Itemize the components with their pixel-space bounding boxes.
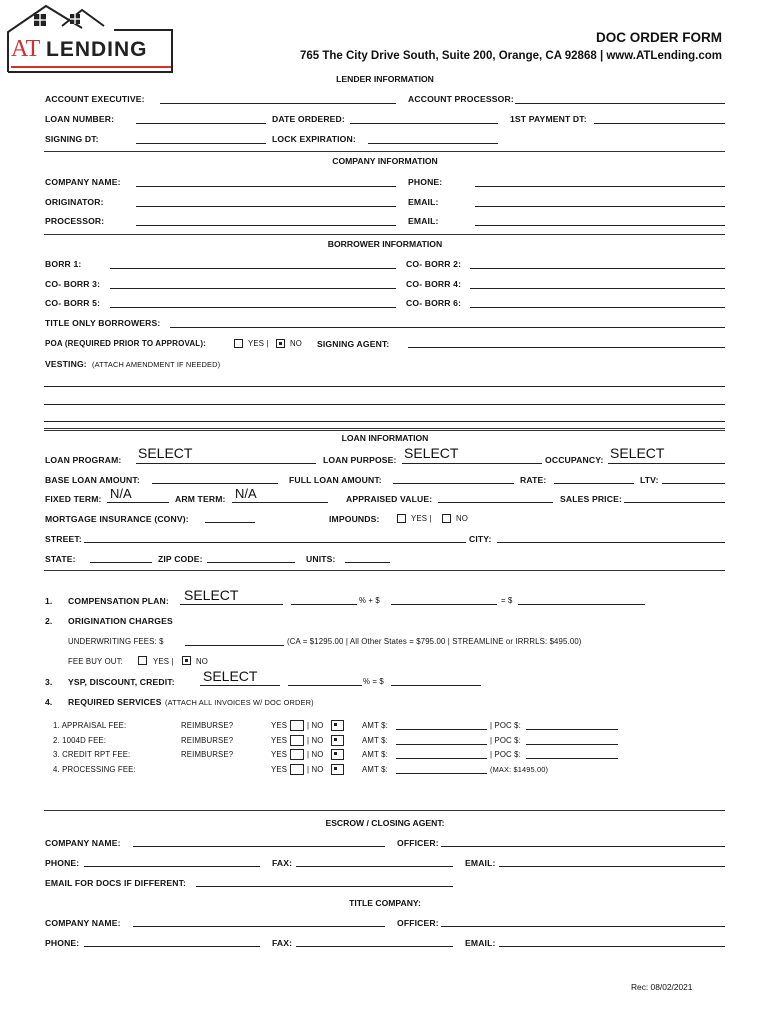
service-processing-max: (MAX: $1495.00) xyxy=(490,765,549,774)
field-loan-program xyxy=(136,463,316,464)
poa-no-checkbox[interactable] xyxy=(276,339,285,348)
label-ysp: YSP, DISCOUNT, CREDIT: xyxy=(68,677,175,687)
vesting-note: (ATTACH AMENDMENT IF NEEDED) xyxy=(92,360,221,369)
label-escrow-officer: OFFICER: xyxy=(397,838,439,848)
label-loan-program: LOAN PROGRAM: xyxy=(45,455,122,465)
divider xyxy=(44,810,725,811)
label-coborr2: CO- BORR 2: xyxy=(406,259,462,269)
label-fee-buy-out: FEE BUY OUT: xyxy=(68,657,123,666)
field-escrow-officer[interactable] xyxy=(441,846,725,847)
label-title-company: COMPANY NAME: xyxy=(45,918,121,928)
label-full-loan: FULL LOAN AMOUNT: xyxy=(289,475,382,485)
service-credit-yes-checkbox[interactable] xyxy=(290,749,304,760)
label-base-loan: BASE LOAN AMOUNT: xyxy=(45,475,140,485)
service-appraisal-poc: | POC $: xyxy=(490,721,521,730)
num-2: 2. xyxy=(45,616,53,626)
fee-buy-out-no-label: NO xyxy=(196,657,208,666)
label-escrow-phone: PHONE: xyxy=(45,858,80,868)
section-loan: LOAN INFORMATION xyxy=(341,433,429,443)
service-credit-poc: | POC $: xyxy=(490,750,521,759)
field-ltv[interactable] xyxy=(662,483,725,484)
field-signing-dt[interactable] xyxy=(136,143,266,144)
service-appraisal-label: 1. APPRAISAL FEE: xyxy=(53,721,127,730)
service-1004d-reimburse: REIMBURSE? xyxy=(181,736,234,745)
field-processor-email[interactable] xyxy=(475,225,725,226)
logo xyxy=(4,2,176,74)
field-rate[interactable] xyxy=(554,483,634,484)
label-occupancy: OCCUPANCY: xyxy=(545,455,604,465)
label-coborr5: CO- BORR 5: xyxy=(45,298,101,308)
label-ltv: LTV: xyxy=(640,475,659,485)
field-vesting-line-3[interactable] xyxy=(44,421,725,422)
field-title-phone[interactable] xyxy=(84,946,260,947)
field-ysp xyxy=(200,685,280,686)
field-base-loan[interactable] xyxy=(152,483,278,484)
field-borr1[interactable] xyxy=(110,268,396,269)
section-lender: LENDER INFORMATION xyxy=(336,74,434,84)
service-credit-no-label: | NO xyxy=(307,750,324,759)
service-1004d-poc: | POC $: xyxy=(490,736,521,745)
divider xyxy=(44,151,725,152)
service-processing-no-checkbox[interactable] xyxy=(331,764,344,775)
section-escrow: ESCROW / CLOSING AGENT: xyxy=(325,818,445,828)
field-loan-number[interactable] xyxy=(136,123,266,124)
label-arm-term: ARM TERM: xyxy=(175,494,226,504)
field-street[interactable] xyxy=(84,542,466,543)
field-full-loan[interactable] xyxy=(393,483,514,484)
impounds-no-checkbox[interactable] xyxy=(442,514,451,523)
label-required-services: REQUIRED SERVICES xyxy=(68,697,162,707)
field-signing-agent[interactable] xyxy=(408,347,725,348)
field-appraisal-amt[interactable] xyxy=(396,729,487,730)
field-escrow-company[interactable] xyxy=(133,846,385,847)
impounds-yes-label: YES | xyxy=(411,514,432,523)
ysp-pct-eq: % = $ xyxy=(363,677,384,686)
field-vesting-line-2[interactable] xyxy=(44,404,725,405)
label-poa: POA (REQUIRED PRIOR TO APPROVAL): xyxy=(45,339,206,348)
field-loan-purpose xyxy=(402,463,542,464)
field-coborr2[interactable] xyxy=(470,268,725,269)
label-loan-purpose: LOAN PURPOSE: xyxy=(323,455,397,465)
label-lock-expiration: LOCK EXPIRATION: xyxy=(272,134,356,144)
company-address: 765 The City Drive South, Suite 200, Orange, CA 92868 | www.ATLending.com xyxy=(299,50,722,62)
service-appraisal-yes-label: YES xyxy=(271,721,288,730)
label-escrow-email: EMAIL: xyxy=(465,858,496,868)
field-title-company[interactable] xyxy=(133,926,385,927)
field-1004d-poc[interactable] xyxy=(526,744,618,745)
label-street: STREET: xyxy=(45,534,82,544)
label-fixed-term: FIXED TERM: xyxy=(45,494,102,504)
field-zip[interactable] xyxy=(207,562,295,563)
field-escrow-email-docs[interactable] xyxy=(196,886,453,887)
label-comp-plan: COMPENSATION PLAN: xyxy=(68,596,169,606)
label-origination: ORIGINATION CHARGES xyxy=(68,616,173,626)
label-coborr6: CO- BORR 6: xyxy=(406,298,462,308)
arm-term-value[interactable]: N/A xyxy=(235,486,257,501)
field-ysp-dollar[interactable] xyxy=(391,685,481,686)
service-processing-label: 4. PROCESSING FEE: xyxy=(53,765,136,774)
label-zip: ZIP CODE: xyxy=(158,554,203,564)
field-vesting-line-1[interactable] xyxy=(44,386,725,387)
service-appraisal-yes-checkbox[interactable] xyxy=(290,720,304,731)
divider xyxy=(44,428,725,431)
field-state[interactable] xyxy=(90,562,152,563)
label-first-payment: 1ST PAYMENT DT: xyxy=(510,114,587,124)
field-comp-total[interactable] xyxy=(518,604,645,605)
field-units[interactable] xyxy=(345,562,390,563)
label-title-officer: OFFICER: xyxy=(397,918,439,928)
label-rate: RATE: xyxy=(520,475,547,485)
underwriting-note: (CA = $1295.00 | All Other States = $795.00 | STREAMLINE or IRRRLS: $495.00) xyxy=(287,637,582,646)
label-originator-email: EMAIL: xyxy=(408,197,439,207)
label-loan-number: LOAN NUMBER: xyxy=(45,114,115,124)
label-impounds: IMPOUNDS: xyxy=(329,514,380,524)
loan-program-select[interactable]: SELECT xyxy=(138,445,193,461)
service-appraisal-amt: AMT $: xyxy=(362,721,388,730)
poa-no-label: NO xyxy=(290,339,302,348)
field-account-executive[interactable] xyxy=(160,103,396,104)
field-underwriting[interactable] xyxy=(185,645,284,646)
field-originator[interactable] xyxy=(136,206,396,207)
label-sales-price: SALES PRICE: xyxy=(560,494,622,504)
label-signing-agent: SIGNING AGENT: xyxy=(317,339,390,349)
poa-yes-label: YES | xyxy=(248,339,269,348)
label-processor-email: EMAIL: xyxy=(408,216,439,226)
field-title-officer[interactable] xyxy=(441,926,725,927)
field-credit-amt[interactable] xyxy=(396,758,487,759)
label-state: STATE: xyxy=(45,554,76,564)
num-4: 4. xyxy=(45,697,53,707)
fee-buy-out-yes-label: YES | xyxy=(153,657,174,666)
fee-buy-out-no-checkbox[interactable] xyxy=(182,656,191,665)
field-appraisal-poc[interactable] xyxy=(526,729,618,730)
section-title-company: TITLE COMPANY: xyxy=(349,898,421,908)
field-processing-amt[interactable] xyxy=(396,773,487,774)
service-credit-reimburse: REIMBURSE? xyxy=(181,750,234,759)
label-coborr4: CO- BORR 4: xyxy=(406,279,462,289)
label-originator: ORIGINATOR: xyxy=(45,197,104,207)
label-escrow-company: COMPANY NAME: xyxy=(45,838,121,848)
field-comp-pct[interactable] xyxy=(291,604,357,605)
field-processor[interactable] xyxy=(136,225,396,226)
ysp-select[interactable]: SELECT xyxy=(203,668,258,684)
revision-date: Rec: 08/02/2021 xyxy=(631,982,693,992)
field-account-processor[interactable] xyxy=(515,103,725,104)
field-originator-email[interactable] xyxy=(475,206,725,207)
label-borr1: BORR 1: xyxy=(45,259,82,269)
field-coborr3[interactable] xyxy=(110,288,396,289)
field-coborr4[interactable] xyxy=(470,288,725,289)
field-comp-plan xyxy=(180,604,283,605)
service-1004d-label: 2. 1004D FEE: xyxy=(53,736,107,745)
label-title-only: TITLE ONLY BORROWERS: xyxy=(45,318,161,328)
field-title-fax[interactable] xyxy=(296,946,453,947)
field-ysp-pct[interactable] xyxy=(288,685,362,686)
service-1004d-no-checkbox[interactable] xyxy=(331,735,344,746)
label-date-ordered: DATE ORDERED: xyxy=(272,114,345,124)
field-first-payment[interactable] xyxy=(594,123,725,124)
label-company-phone: PHONE: xyxy=(408,177,443,187)
divider xyxy=(44,234,725,235)
comp-plan-select[interactable]: SELECT xyxy=(184,587,239,603)
field-company-name[interactable] xyxy=(136,186,396,187)
field-credit-poc[interactable] xyxy=(526,758,618,759)
service-credit-yes-label: YES xyxy=(271,750,288,759)
poa-yes-checkbox[interactable] xyxy=(234,339,243,348)
form-title: DOC ORDER FORM xyxy=(596,30,722,45)
field-title-email[interactable] xyxy=(499,946,725,947)
logo-at: AT xyxy=(11,36,41,62)
comp-pct-plus: % + $ xyxy=(359,596,380,605)
label-escrow-email-docs: EMAIL FOR DOCS IF DIFFERENT: xyxy=(45,878,187,888)
logo-underline xyxy=(11,66,171,68)
service-credit-label: 3. CREDIT RPT FEE: xyxy=(53,750,131,759)
service-processing-no-label: | NO xyxy=(307,765,324,774)
section-borrower: BORROWER INFORMATION xyxy=(327,239,443,249)
field-company-phone[interactable] xyxy=(475,186,725,187)
service-processing-yes-label: YES xyxy=(271,765,288,774)
field-arm-term xyxy=(232,502,328,503)
label-escrow-fax: FAX: xyxy=(272,858,293,868)
field-escrow-email[interactable] xyxy=(499,866,725,867)
field-comp-dollar[interactable] xyxy=(391,604,497,605)
field-sales-price[interactable] xyxy=(624,502,725,503)
field-1004d-amt[interactable] xyxy=(396,744,487,745)
label-account-processor: ACCOUNT PROCESSOR: xyxy=(408,94,514,104)
service-1004d-amt: AMT $: xyxy=(362,736,388,745)
loan-purpose-select[interactable]: SELECT xyxy=(404,445,459,461)
service-appraisal-no-label: | NO xyxy=(307,721,324,730)
label-title-email: EMAIL: xyxy=(465,938,496,948)
num-3: 3. xyxy=(45,677,53,687)
service-appraisal-no-checkbox[interactable] xyxy=(331,720,344,731)
section-company: COMPANY INFORMATION xyxy=(332,156,438,166)
impounds-no-label: NO xyxy=(456,514,468,523)
label-company-name: COMPANY NAME: xyxy=(45,177,121,187)
service-processing-yes-checkbox[interactable] xyxy=(290,764,304,775)
occupancy-select[interactable]: SELECT xyxy=(610,445,665,461)
service-credit-no-checkbox[interactable] xyxy=(331,749,344,760)
required-services-note: (ATTACH ALL INVOICES W/ DOC ORDER) xyxy=(165,698,314,707)
field-mortgage-insurance[interactable] xyxy=(205,522,255,523)
field-occupancy xyxy=(608,463,725,464)
label-account-executive: ACCOUNT EXECUTIVE: xyxy=(45,94,145,104)
label-title-fax: FAX: xyxy=(272,938,293,948)
field-date-ordered[interactable] xyxy=(350,123,498,124)
service-1004d-yes-label: YES xyxy=(271,736,288,745)
label-signing-dt: SIGNING DT: xyxy=(45,134,99,144)
field-lock-expiration[interactable] xyxy=(368,143,498,144)
fixed-term-value[interactable]: N/A xyxy=(110,486,132,501)
label-vesting: VESTING: xyxy=(45,359,87,369)
logo-lending: LENDING xyxy=(46,38,148,61)
divider xyxy=(44,570,725,571)
label-underwriting: UNDERWRITING FEES: $ xyxy=(68,637,164,646)
label-processor: PROCESSOR: xyxy=(45,216,105,226)
field-title-only[interactable] xyxy=(170,327,725,328)
field-fixed-term xyxy=(107,502,169,503)
fee-buy-out-yes-checkbox[interactable] xyxy=(138,656,147,665)
service-1004d-yes-checkbox[interactable] xyxy=(290,735,304,746)
comp-equals: = $ xyxy=(501,596,513,605)
service-processing-amt: AMT $: xyxy=(362,765,388,774)
num-1: 1. xyxy=(45,596,53,606)
field-escrow-fax[interactable] xyxy=(296,866,453,867)
service-1004d-no-label: | NO xyxy=(307,736,324,745)
field-escrow-phone[interactable] xyxy=(84,866,260,867)
service-credit-amt: AMT $: xyxy=(362,750,388,759)
impounds-yes-checkbox[interactable] xyxy=(397,514,406,523)
field-coborr5[interactable] xyxy=(110,307,396,308)
label-units: UNITS: xyxy=(306,554,336,564)
label-title-phone: PHONE: xyxy=(45,938,80,948)
label-mortgage-insurance: MORTGAGE INSURANCE (CONV): xyxy=(45,514,189,524)
service-appraisal-reimburse: REIMBURSE? xyxy=(181,721,234,730)
label-appraised-value: APPRAISED VALUE: xyxy=(346,494,433,504)
field-coborr6[interactable] xyxy=(470,307,725,308)
field-appraised-value[interactable] xyxy=(438,502,553,503)
field-city[interactable] xyxy=(497,542,725,543)
label-coborr3: CO- BORR 3: xyxy=(45,279,101,289)
label-city: CITY: xyxy=(469,534,492,544)
